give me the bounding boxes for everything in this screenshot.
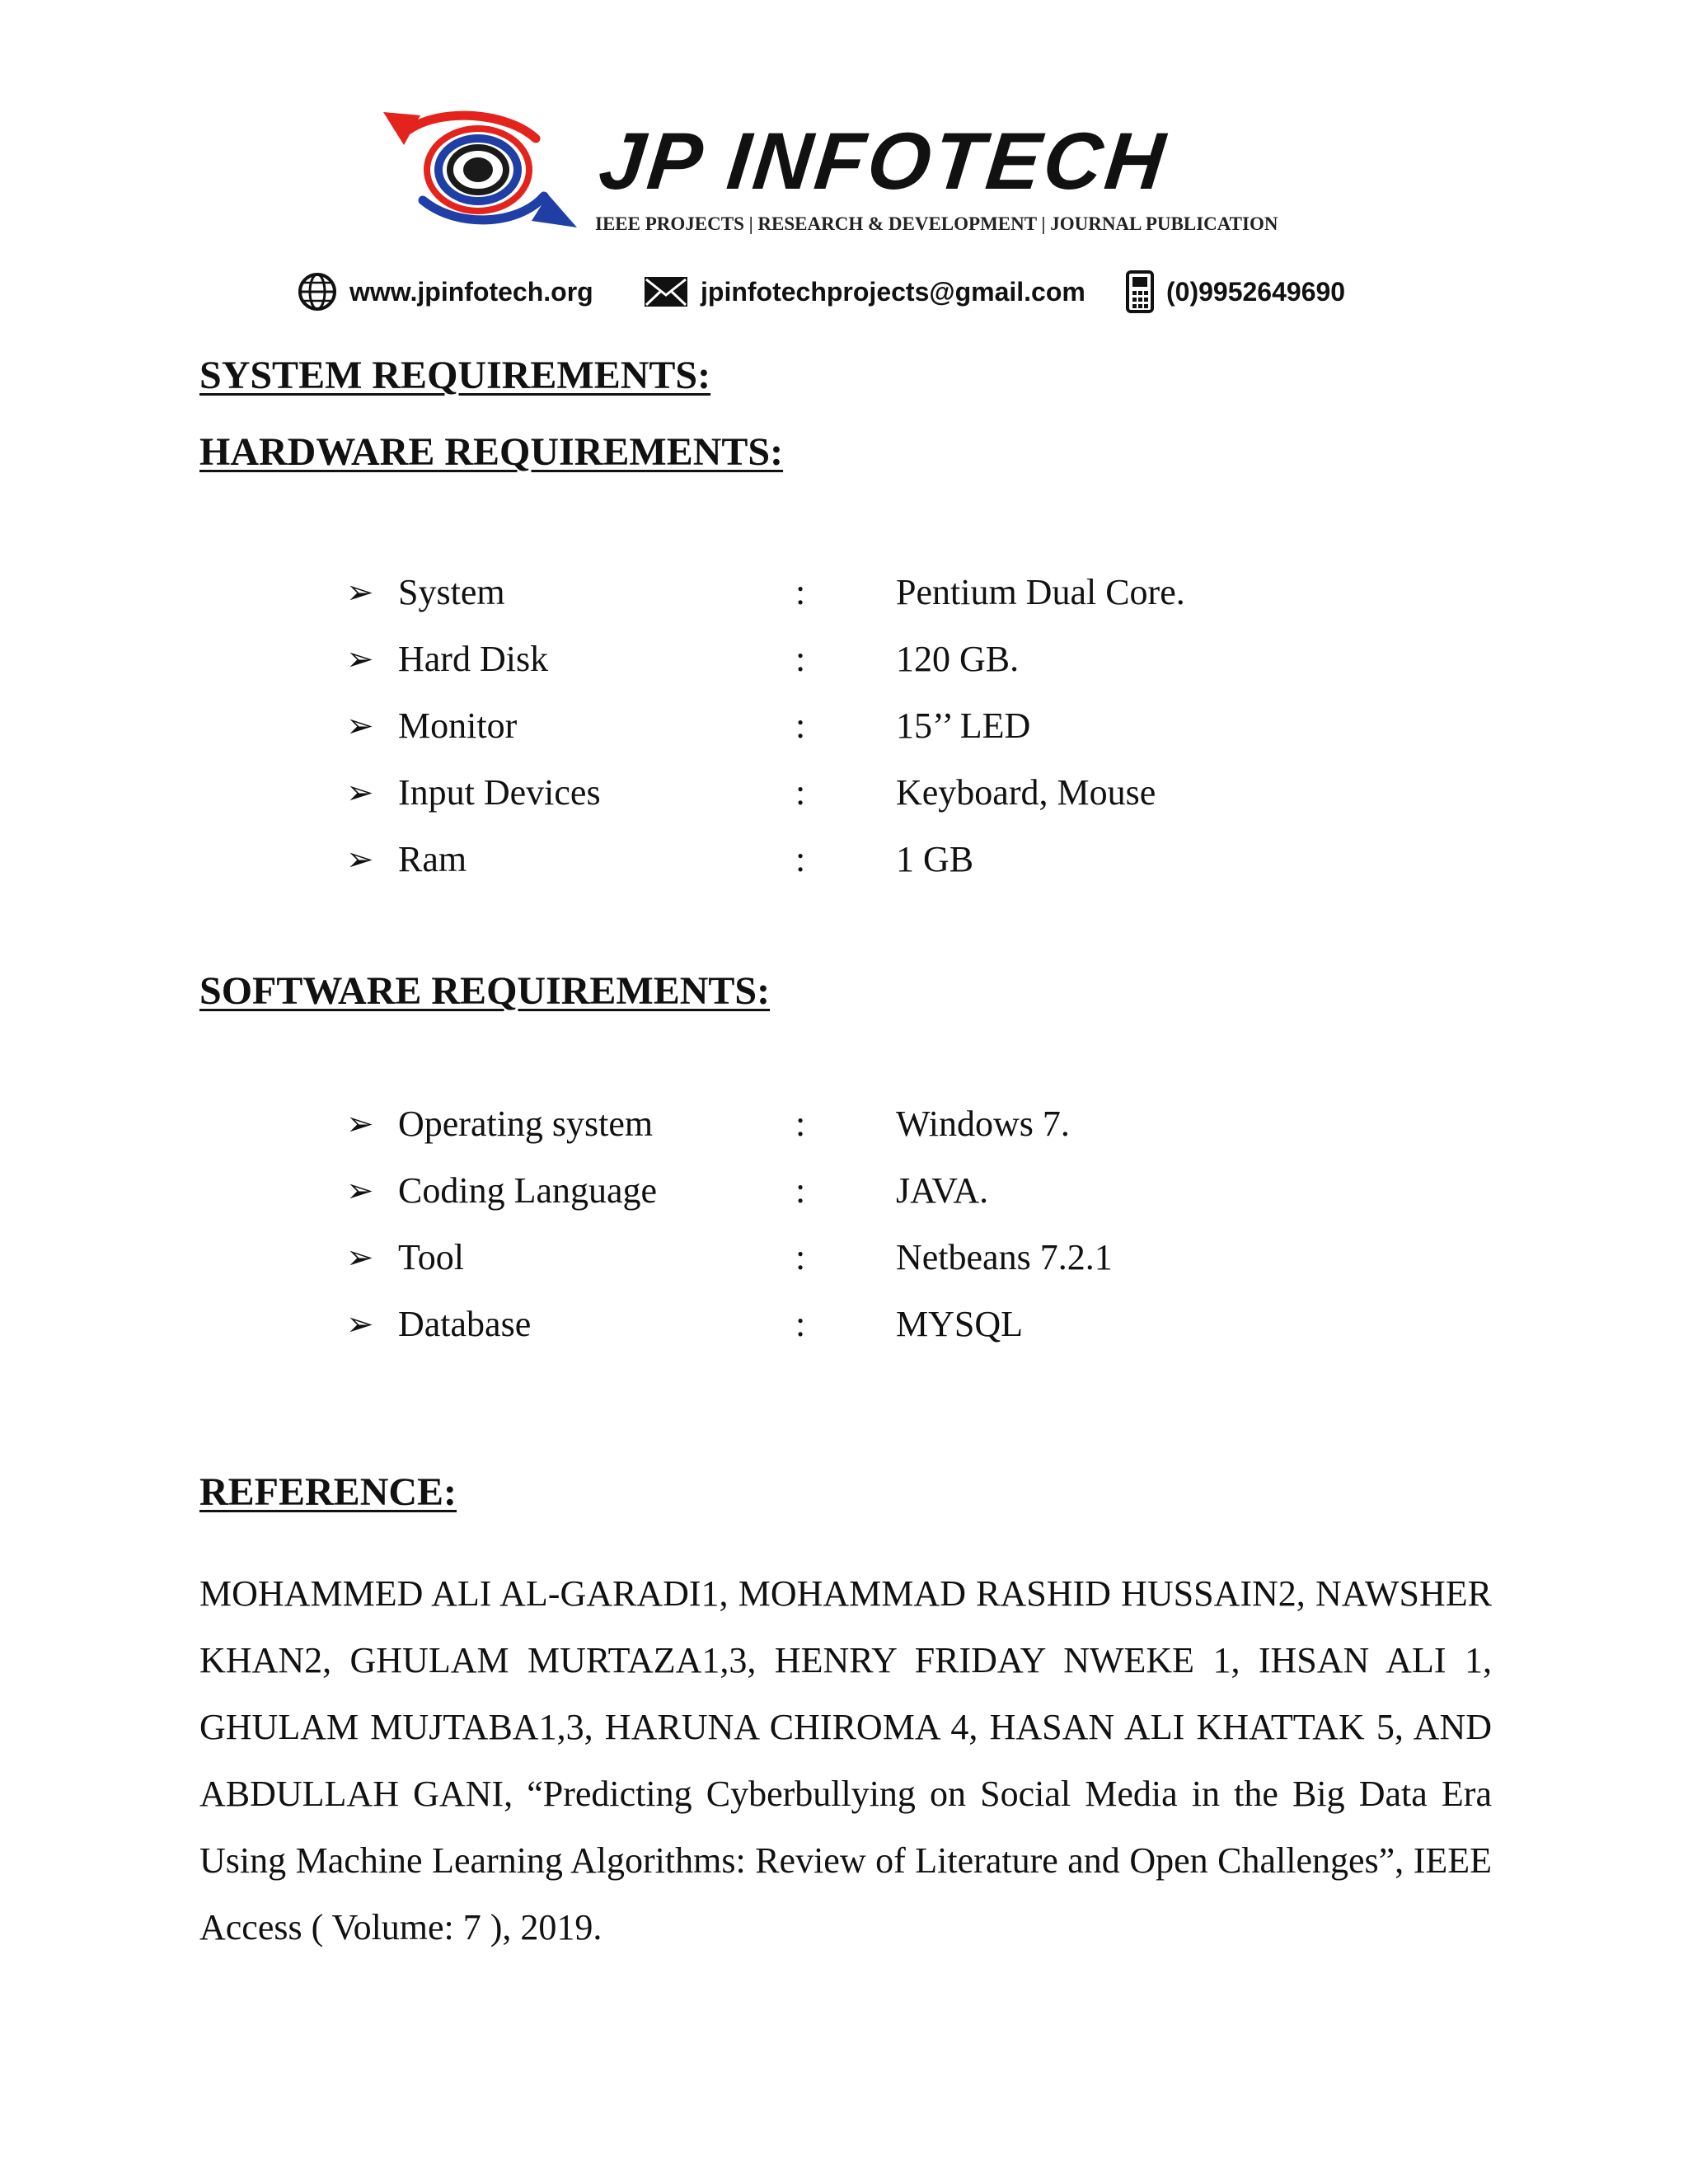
requirement-value: 15’’ LED — [896, 705, 1031, 746]
software-list — [346, 1090, 1418, 1357]
requirement-label: Tool — [398, 1237, 465, 1277]
arrowhead-bullet-icon: ➢ — [346, 640, 374, 677]
requirement-value: Windows 7. — [896, 1104, 1070, 1144]
list-item — [346, 1157, 1418, 1224]
mobile-phone-icon — [1125, 270, 1155, 313]
requirement-value: 1 GB — [896, 839, 974, 879]
requirement-label: Input Devices — [398, 772, 601, 813]
hardware-heading: HARDWARE REQUIREMENTS: — [199, 430, 784, 474]
contact-phone[interactable] — [1125, 270, 1345, 313]
requirement-value: 120 GB. — [896, 639, 1020, 679]
requirement-label: Hard Disk — [398, 639, 549, 679]
reference-citation: MOHAMMED ALI AL-GARADI1, MOHAMMAD RASHID HUSSAIN2, NAWSHER KHAN2, GHULAM MURTAZA1,3, HENRY FRIDAY NWEKE 1, IHSAN ALI 1, GHULAM MUJTABA1,3, HARUNA CHIROMA 4, HASAN ALI KHATTAK 5, AND ABDULLAH GANI, “Predicting Cyberbullying on Social Media in the Big Data Era Using Machine Learning Algorithms: Review of Literature and Open Challenges”, IEEE Access ( Volume: 7 ), 2019. — [199, 1573, 1492, 1947]
separator: : — [795, 1304, 806, 1344]
list-item — [346, 626, 1418, 692]
list-item — [346, 1291, 1418, 1357]
requirement-label: Operating system — [398, 1104, 654, 1144]
requirement-label: Ram — [398, 839, 467, 879]
website-text: www.jpinfotech.org — [349, 276, 593, 307]
arrowhead-bullet-icon: ➢ — [346, 1239, 374, 1276]
requirement-label: Database — [398, 1304, 532, 1344]
globe-icon — [297, 271, 338, 312]
arrowhead-bullet-icon: ➢ — [346, 1305, 374, 1343]
separator: : — [795, 772, 806, 813]
separator: : — [795, 839, 806, 879]
company-logo-icon — [375, 97, 581, 246]
arrowhead-bullet-icon: ➢ — [346, 707, 374, 744]
requirement-label: Coding Language — [398, 1170, 658, 1211]
list-item — [346, 1224, 1418, 1291]
requirement-value: JAVA. — [896, 1170, 989, 1211]
list-item — [346, 759, 1418, 826]
contact-website[interactable] — [297, 270, 593, 313]
list-item — [346, 1090, 1418, 1157]
requirement-label: System — [398, 572, 505, 612]
reference-heading: REFERENCE: — [199, 1470, 457, 1514]
arrowhead-bullet-icon: ➢ — [346, 574, 374, 611]
hardware-list — [346, 559, 1418, 893]
brand-name: JP INFOTECH — [595, 115, 1172, 206]
requirement-value: MYSQL — [896, 1304, 1024, 1344]
requirement-label: Monitor — [398, 705, 518, 746]
separator: : — [795, 572, 806, 612]
contact-email[interactable] — [643, 270, 1085, 313]
contact-row — [297, 270, 1401, 313]
requirement-value: Netbeans 7.2.1 — [896, 1237, 1113, 1277]
page-title: SYSTEM REQUIREMENTS: — [199, 354, 711, 397]
separator: : — [795, 1237, 806, 1277]
list-item — [346, 692, 1418, 759]
requirement-value: Keyboard, Mouse — [896, 772, 1156, 813]
envelope-icon — [643, 275, 689, 308]
list-item — [346, 826, 1418, 893]
requirement-value: Pentium Dual Core. — [896, 572, 1185, 612]
separator: : — [795, 639, 806, 679]
software-heading: SOFTWARE REQUIREMENTS: — [199, 969, 771, 1013]
arrowhead-bullet-icon: ➢ — [346, 841, 374, 878]
arrowhead-bullet-icon: ➢ — [346, 774, 374, 811]
separator: : — [795, 1170, 806, 1211]
brand-tagline: IEEE PROJECTS | RESEARCH & DEVELOPMENT | JOURNAL PUBLICATION — [595, 213, 1278, 234]
separator: : — [795, 705, 806, 746]
arrowhead-bullet-icon: ➢ — [346, 1172, 374, 1209]
phone-text: (0)9952649690 — [1166, 276, 1346, 307]
separator: : — [795, 1104, 806, 1144]
email-text: jpinfotechprojects@gmail.com — [701, 276, 1085, 307]
list-item — [346, 559, 1418, 626]
arrowhead-bullet-icon: ➢ — [346, 1105, 374, 1142]
